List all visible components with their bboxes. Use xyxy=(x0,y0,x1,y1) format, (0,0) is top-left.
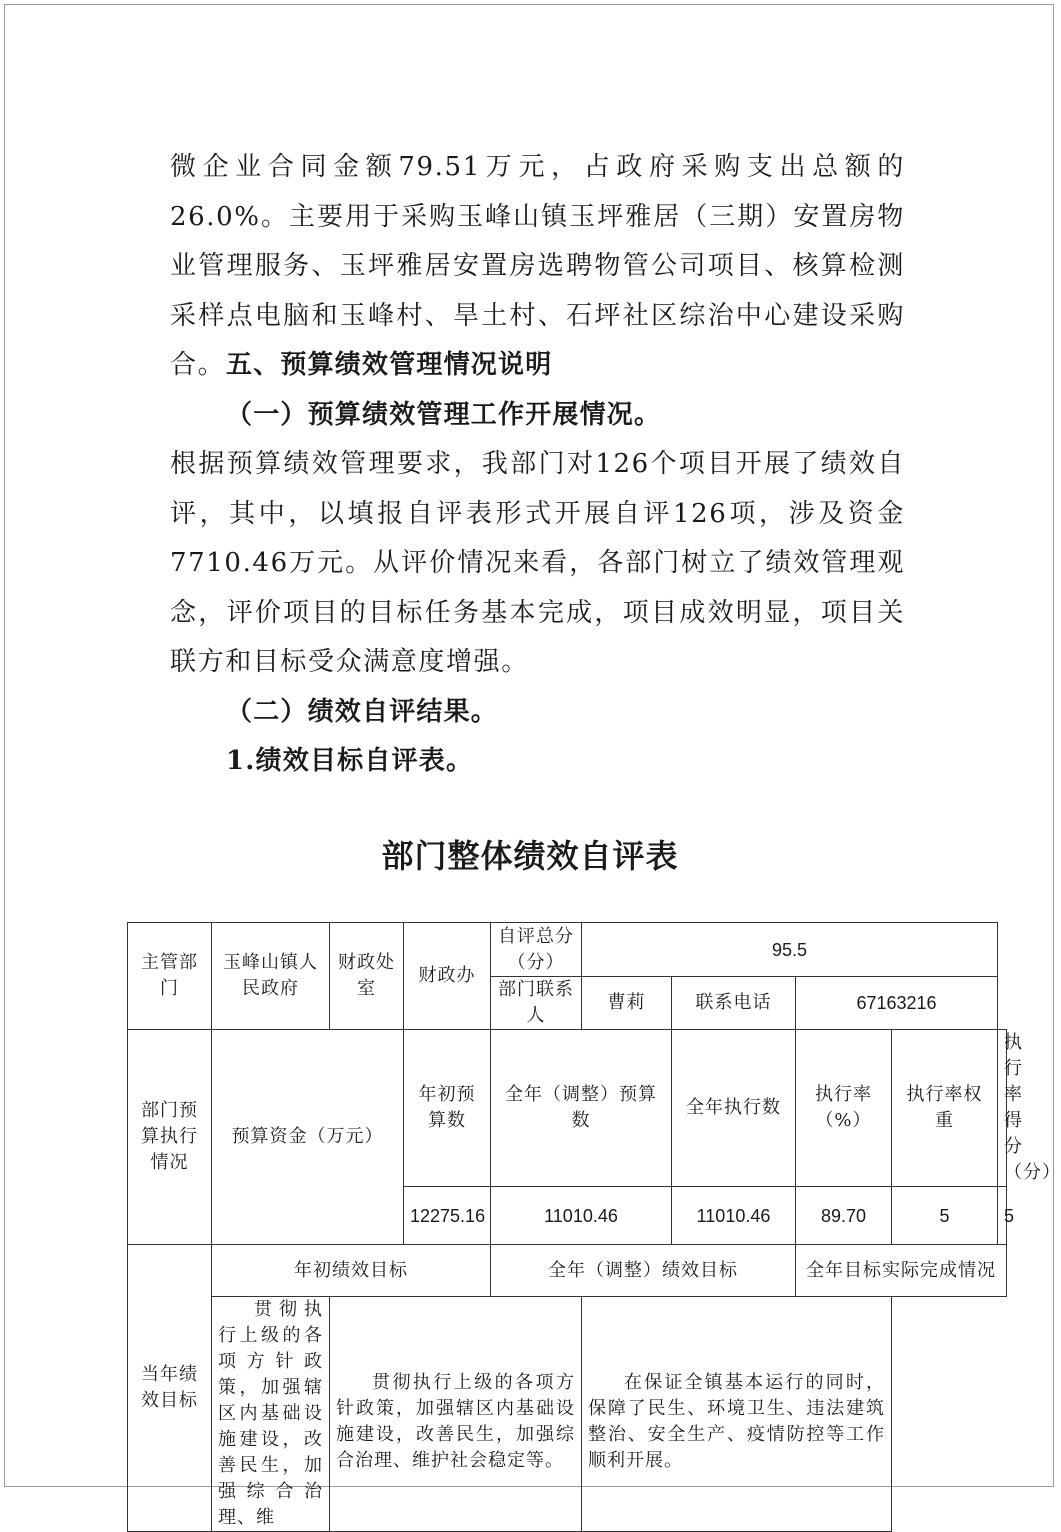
intro-paragraph: 微企业合同金额79.51万元，占政府采购支出总额的26.0%。主要用于采购玉峰山镇玉坪雅居（三期）安置房物业管理服务、玉坪雅居安置房选聘物管公司项目、核算检测采样点电脑和玉峰村、旱土村、石坪社区综治中心建设采购合。 xyxy=(170,152,905,380)
performance-paragraph: 根据预算绩效管理要求，我部门对126个项目开展了绩效自评，其中，以填报自评表形式开展自评126项，涉及资金7710.46万元。从评价情况来看，各部门树立了绩效管理观念，评价项目的目标任务基本完成，项目成效明显，项目关联方和目标受众满意度增强。 xyxy=(170,449,905,677)
value-rate-score: 5 xyxy=(998,1187,1007,1245)
section-heading-performance: 五、预算绩效管理情况说明 xyxy=(226,350,553,380)
contact-label: 部门联系人 xyxy=(491,977,582,1030)
phone-label: 联系电话 xyxy=(672,977,796,1030)
value-executed: 11010.46 xyxy=(672,1187,796,1245)
value-adjusted-budget: 11010.46 xyxy=(491,1187,672,1245)
goals-section-label: 当年绩效目标 xyxy=(128,1245,212,1532)
office-value: 财政办 xyxy=(404,923,491,1030)
value-rate-weight: 5 xyxy=(892,1187,998,1245)
initial-goal-text: 贯彻执行上级的各项方针政策，加强辖区内基础设施建设，改善民生，加强综合治理、维 xyxy=(212,1297,330,1532)
header-initial-goal: 年初绩效目标 xyxy=(212,1245,491,1297)
header-adjusted-budget: 全年（调整）预算数 xyxy=(491,1030,672,1187)
header-initial-budget: 年初预算数 xyxy=(404,1030,491,1187)
contact-value: 曹莉 xyxy=(582,977,672,1030)
dept-label: 主管部门 xyxy=(128,923,212,1030)
header-actual-completion: 全年目标实际完成情况 xyxy=(796,1245,1007,1297)
header-rate-score: 执行率得分（分） xyxy=(998,1030,1007,1187)
score-label: 自评总分（分） xyxy=(491,923,582,977)
performance-evaluation-table xyxy=(127,922,1061,1532)
score-value: 95.5 xyxy=(582,923,998,977)
header-executed: 全年执行数 xyxy=(672,1030,796,1187)
value-initial-budget: 12275.16 xyxy=(404,1187,491,1245)
actual-completion-text: 在保证全镇基本运行的同时，保障了民生、环境卫生、违法建筑整治、安全生产、疫情防控等工作顺利开展。 xyxy=(582,1297,892,1532)
header-rate-weight: 执行率权重 xyxy=(892,1030,998,1187)
phone-value: 67163216 xyxy=(796,977,998,1030)
document-page xyxy=(4,4,1061,1528)
subheading-management-work: （一）预算绩效管理工作开展情况。 xyxy=(226,400,662,430)
budget-fund-label: 预算资金（万元） xyxy=(212,1030,404,1245)
office-label: 财政处室 xyxy=(330,923,404,1030)
dept-value: 玉峰山镇人民政府 xyxy=(212,923,330,1030)
budget-section-label: 部门预算执行情况 xyxy=(128,1030,212,1245)
adjusted-goal-text: 贯彻执行上级的各项方针政策，加强辖区内基础设施建设，改善民生，加强综合治理、维护社会稳定等。 xyxy=(330,1297,582,1532)
header-adjusted-goal: 全年（调整）绩效目标 xyxy=(491,1245,796,1297)
item-heading-goal-table: 1.绩效目标自评表。 xyxy=(226,746,474,776)
header-execution-rate: 执行率（%） xyxy=(796,1030,892,1187)
value-execution-rate: 89.70 xyxy=(796,1187,892,1245)
table-title: 部门整体绩效自评表 xyxy=(381,837,679,875)
subheading-self-evaluation-results: （二）绩效自评结果。 xyxy=(226,697,499,727)
